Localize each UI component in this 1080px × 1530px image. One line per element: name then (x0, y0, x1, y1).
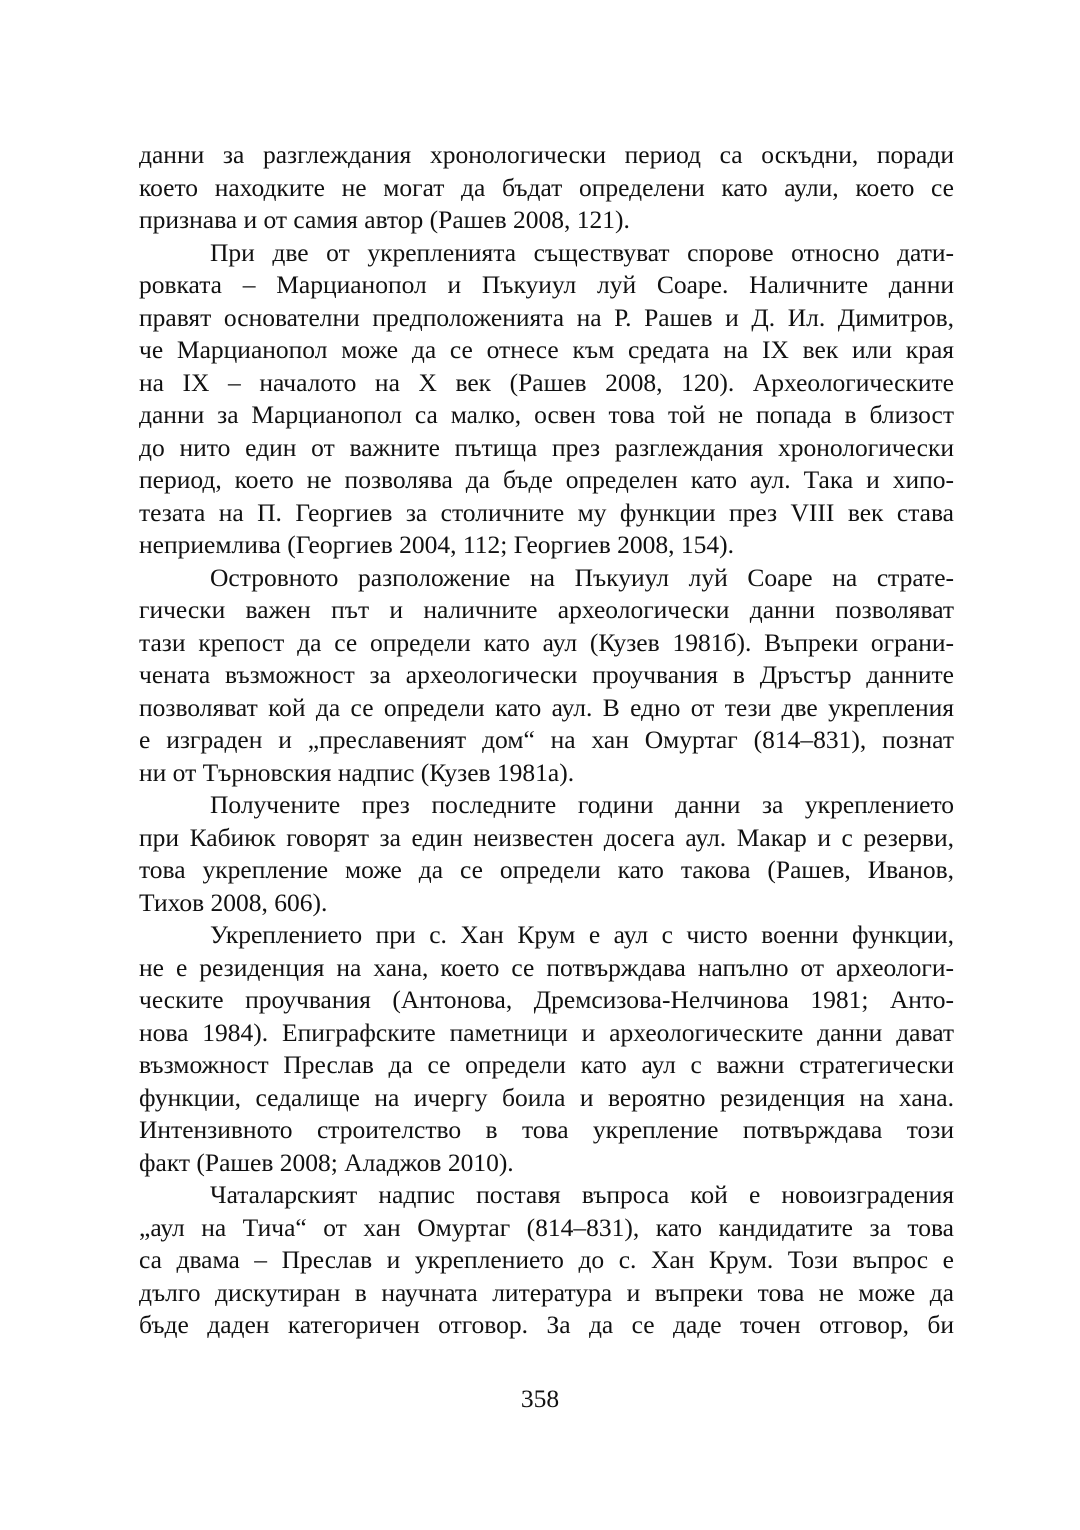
text-line: е изграден и „преславеният дом“ на хан Омуртаг (814–831), познат (139, 725, 954, 754)
text-line: признава и от самия автор (Рашев 2008, 121). (139, 205, 630, 234)
text-line: неприемлива (Георгиев 2004, 112; Георгиев 2008, 154). (139, 530, 735, 559)
text-line: „аул на Тича“ от хан Омуртаг (814–831), като кандидатите за това (139, 1212, 954, 1242)
text-line: Чаталарският надпис поставя въпроса кой е новоизградения (210, 1180, 954, 1209)
text-line: Тихов 2008, 606). (139, 887, 328, 917)
text-line: факт (Рашев 2008; Аладжов 2010). (139, 1147, 514, 1177)
text-line: При две от укрепленията съществуват спорове относно дати- (210, 237, 954, 267)
paragraph (139, 237, 954, 562)
text-line: което находките не могат да бъдат определени като аули, което се (139, 172, 954, 202)
text-line: не е резиденция на хана, което се потвърждава напълно от археологи- (139, 952, 954, 982)
text-line: Получените през последните години данни за укреплението (210, 790, 954, 819)
text-line: период, което не позволява да бъде определен като аул. Така и хипо- (139, 465, 954, 494)
text-line: че Марцианопол може да се отнесе към средата на IX век или края (139, 335, 954, 364)
text-line: данни за разглеждания хронологически период са оскъдни, поради (139, 140, 954, 169)
text-line: ческите проучвания (Антонова, Дремсизова-Нелчинова 1981; Анто- (139, 985, 954, 1014)
text-line: до нито един от важните пътища през разглеждания хронологически (139, 432, 954, 462)
paragraph (139, 789, 954, 919)
text-line: функции, седалище на ичергу боила и вероятно резиденция на хана. (139, 1082, 954, 1112)
paragraph (139, 919, 954, 1179)
text-line: дълго дискутиран в научната литература и въпреки това не може да (139, 1277, 954, 1307)
text-line: тази крепост да се определи като аул (Кузев 1981б). Въпреки ограни- (139, 627, 954, 657)
text-line: тезата на П. Георгиев за столичните му функции през VIII век става (139, 497, 954, 527)
paragraph (139, 562, 954, 790)
text-line: гически важен път и наличните археологически данни позволяват (139, 595, 954, 624)
text-line: ровката – Марцианопол и Пъкуиул луй Соаре. Наличните данни (139, 270, 954, 299)
text-line: позволяват кой да се определи като аул. В едно от тези две укрепления (139, 692, 954, 722)
text-line: правят основателни предположенията на Р. Рашев и Д. Ил. Димитров, (139, 302, 954, 332)
text-line: на IX – началото на X век (Рашев 2008, 120). Археологическите (139, 367, 954, 397)
paragraph (139, 139, 954, 237)
text-line: Интензивното строителство в това укрепление потвърждава този (139, 1115, 954, 1144)
text-line: Укреплението при с. Хан Крум е аул с чисто военни функции, (210, 920, 954, 949)
text-line: бъде даден категоричен отговор. За да се даде точен отговор, би (139, 1310, 954, 1339)
text-line: възможност Преслав да се определи като аул с важни стратегически (139, 1050, 954, 1079)
page-number: 358 (520, 1384, 560, 1413)
text-line: данни за Марцианопол са малко, освен това той не попада в близост (139, 400, 954, 429)
page-body (139, 139, 954, 1342)
paragraph (139, 1179, 954, 1342)
text-line: нова 1984). Епиграфските паметници и археологическите данни дават (139, 1017, 954, 1047)
text-line: чената възможност за археологически проучвания в Дръстър данните (139, 660, 954, 689)
text-line: Островното разположение на Пъкуиул луй Соаре на страте- (210, 562, 954, 592)
text-line: при Кабиюк говорят за един неизвестен досега аул. Макар и с резерви, (139, 822, 954, 852)
text-line: това укрепление може да се определи като такова (Рашев, Иванов, (139, 855, 954, 884)
text-line: ни от Търновския надпис (Кузев 1981а). (139, 757, 575, 787)
text-line: са двама – Преслав и укреплението до с. Хан Крум. Този въпрос е (139, 1245, 954, 1274)
